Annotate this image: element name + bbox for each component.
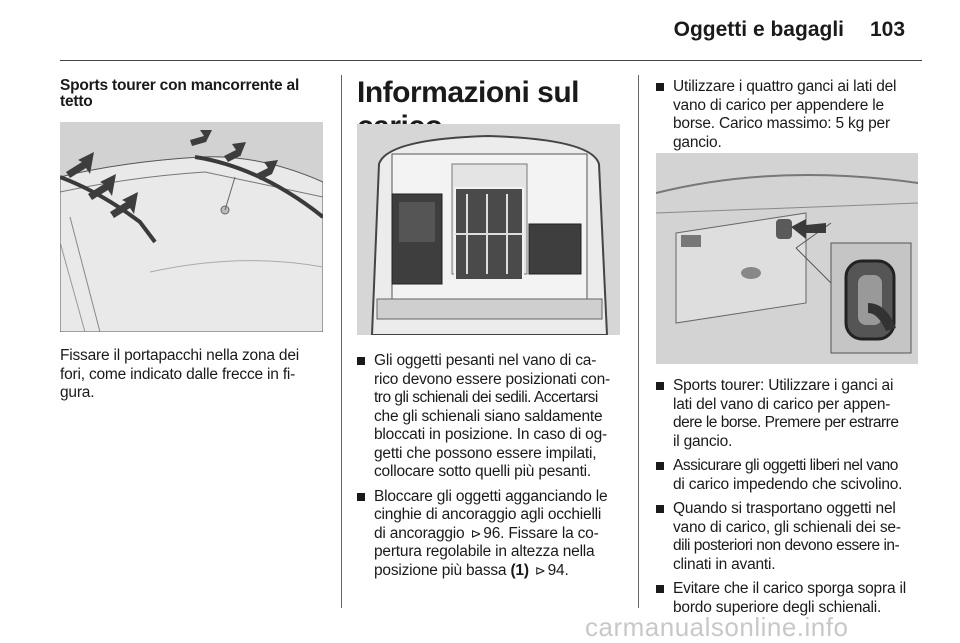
text-line: Quando si trasportano oggetti nel bbox=[673, 500, 896, 517]
text-line: Evitare che il carico sporga sopra il bbox=[673, 580, 906, 597]
text-line: Sports tourer: Utilizzare i ganci ai bbox=[673, 377, 894, 394]
bullet-marker bbox=[656, 585, 664, 593]
roof-rail-drawing bbox=[60, 122, 323, 332]
bullet-item bbox=[656, 377, 924, 451]
left-column bbox=[60, 78, 328, 110]
text-line: gancio. bbox=[673, 133, 722, 151]
column-divider-2 bbox=[638, 75, 639, 608]
bullet-marker bbox=[656, 382, 664, 390]
text-line: fori, come indicato dalle frecce in fi- bbox=[60, 365, 296, 383]
text-line: Assicurare gli oggetti liberi nel vano bbox=[673, 457, 898, 474]
page-header-title: Oggetti e bagagli bbox=[673, 18, 844, 41]
section-heading: Informazioni sul bbox=[357, 76, 580, 109]
text-line: Utilizzare i quattro ganci ai lati del bbox=[673, 78, 897, 95]
page-number: 103 bbox=[870, 18, 906, 41]
bullet-marker bbox=[656, 83, 664, 91]
right-bullets-top bbox=[656, 78, 924, 158]
column-divider-1 bbox=[341, 75, 342, 608]
bullet-marker bbox=[656, 505, 664, 513]
watermark: carmanualsonline.info bbox=[585, 612, 849, 642]
bullet-item bbox=[656, 457, 924, 494]
bullet-item bbox=[357, 488, 625, 581]
middle-bullets bbox=[357, 352, 625, 586]
page-ref-icon: ⊳ bbox=[534, 562, 546, 578]
right-bullets-bottom bbox=[656, 377, 924, 623]
callout-number: (1) bbox=[510, 561, 529, 579]
hook-drawing bbox=[656, 153, 918, 364]
text-line: tro gli schienali dei sedili. Accertarsi bbox=[374, 389, 598, 406]
bullet-marker bbox=[357, 493, 365, 501]
text-line: Fissare il portapacchi nella zona dei bbox=[60, 347, 300, 364]
bullet-item bbox=[357, 352, 625, 482]
text-line: che gli schienali siano saldamente bbox=[374, 407, 603, 425]
text-line: dere le borse. Premere per estrarre bbox=[673, 414, 899, 431]
text-line: Bloccare gli oggetti agganciando le bbox=[374, 487, 608, 505]
page-ref-link[interactable]: 96. Fissare la co- bbox=[483, 524, 599, 542]
cargo-hook-illustration bbox=[656, 153, 918, 364]
text-line: getti che possono essere impilati, bbox=[374, 444, 597, 462]
page-ref-link[interactable]: 94. bbox=[547, 561, 569, 579]
text-line: collocare sotto quelli più pesanti. bbox=[374, 463, 592, 480]
bullet-item bbox=[656, 500, 924, 574]
text-line: dili posteriori non devono essere in- bbox=[673, 537, 900, 554]
bullet-marker bbox=[357, 357, 365, 365]
text-line: bordo superiore degli schienali. bbox=[673, 598, 882, 616]
text-segment: di ancoraggio bbox=[374, 524, 465, 542]
left-body-text bbox=[60, 347, 328, 403]
cargo-drawing bbox=[357, 124, 620, 335]
text-line: clinati in avanti. bbox=[673, 555, 776, 573]
text-line: cinghie di ancoraggio agli occhielli bbox=[374, 506, 602, 523]
text-segment: posizione più bassa bbox=[374, 561, 507, 579]
text-line: pertura regolabile in altezza nella bbox=[374, 543, 595, 560]
text-line: il gancio. bbox=[673, 432, 733, 450]
text-line bbox=[374, 562, 625, 581]
text-line: Gli oggetti pesanti nel vano di ca- bbox=[374, 352, 597, 369]
bullet-item bbox=[656, 78, 924, 152]
text-line: di carico impedendo che scivolino. bbox=[673, 475, 903, 493]
cargo-area-illustration bbox=[357, 124, 620, 335]
header-rule bbox=[60, 60, 922, 61]
text-line: vano di carico per appendere le bbox=[673, 96, 884, 114]
text-line: bloccati in posizione. In caso di og- bbox=[374, 426, 607, 443]
text-line: rico devono essere posizionati con- bbox=[374, 370, 610, 388]
section-subheading: Sports tourer con mancorrente al tetto bbox=[60, 77, 300, 110]
page-ref-icon: ⊳ bbox=[470, 525, 482, 541]
text-line: lati del vano di carico per appen- bbox=[673, 395, 891, 413]
text-line: gura. bbox=[60, 384, 95, 401]
roof-rail-illustration bbox=[60, 122, 323, 332]
bullet-marker bbox=[656, 462, 664, 470]
text-line: vano di carico, gli schienali dei se- bbox=[673, 518, 901, 536]
text-line: borse. Carico massimo: 5 kg per bbox=[673, 115, 890, 132]
text-line bbox=[374, 525, 625, 544]
